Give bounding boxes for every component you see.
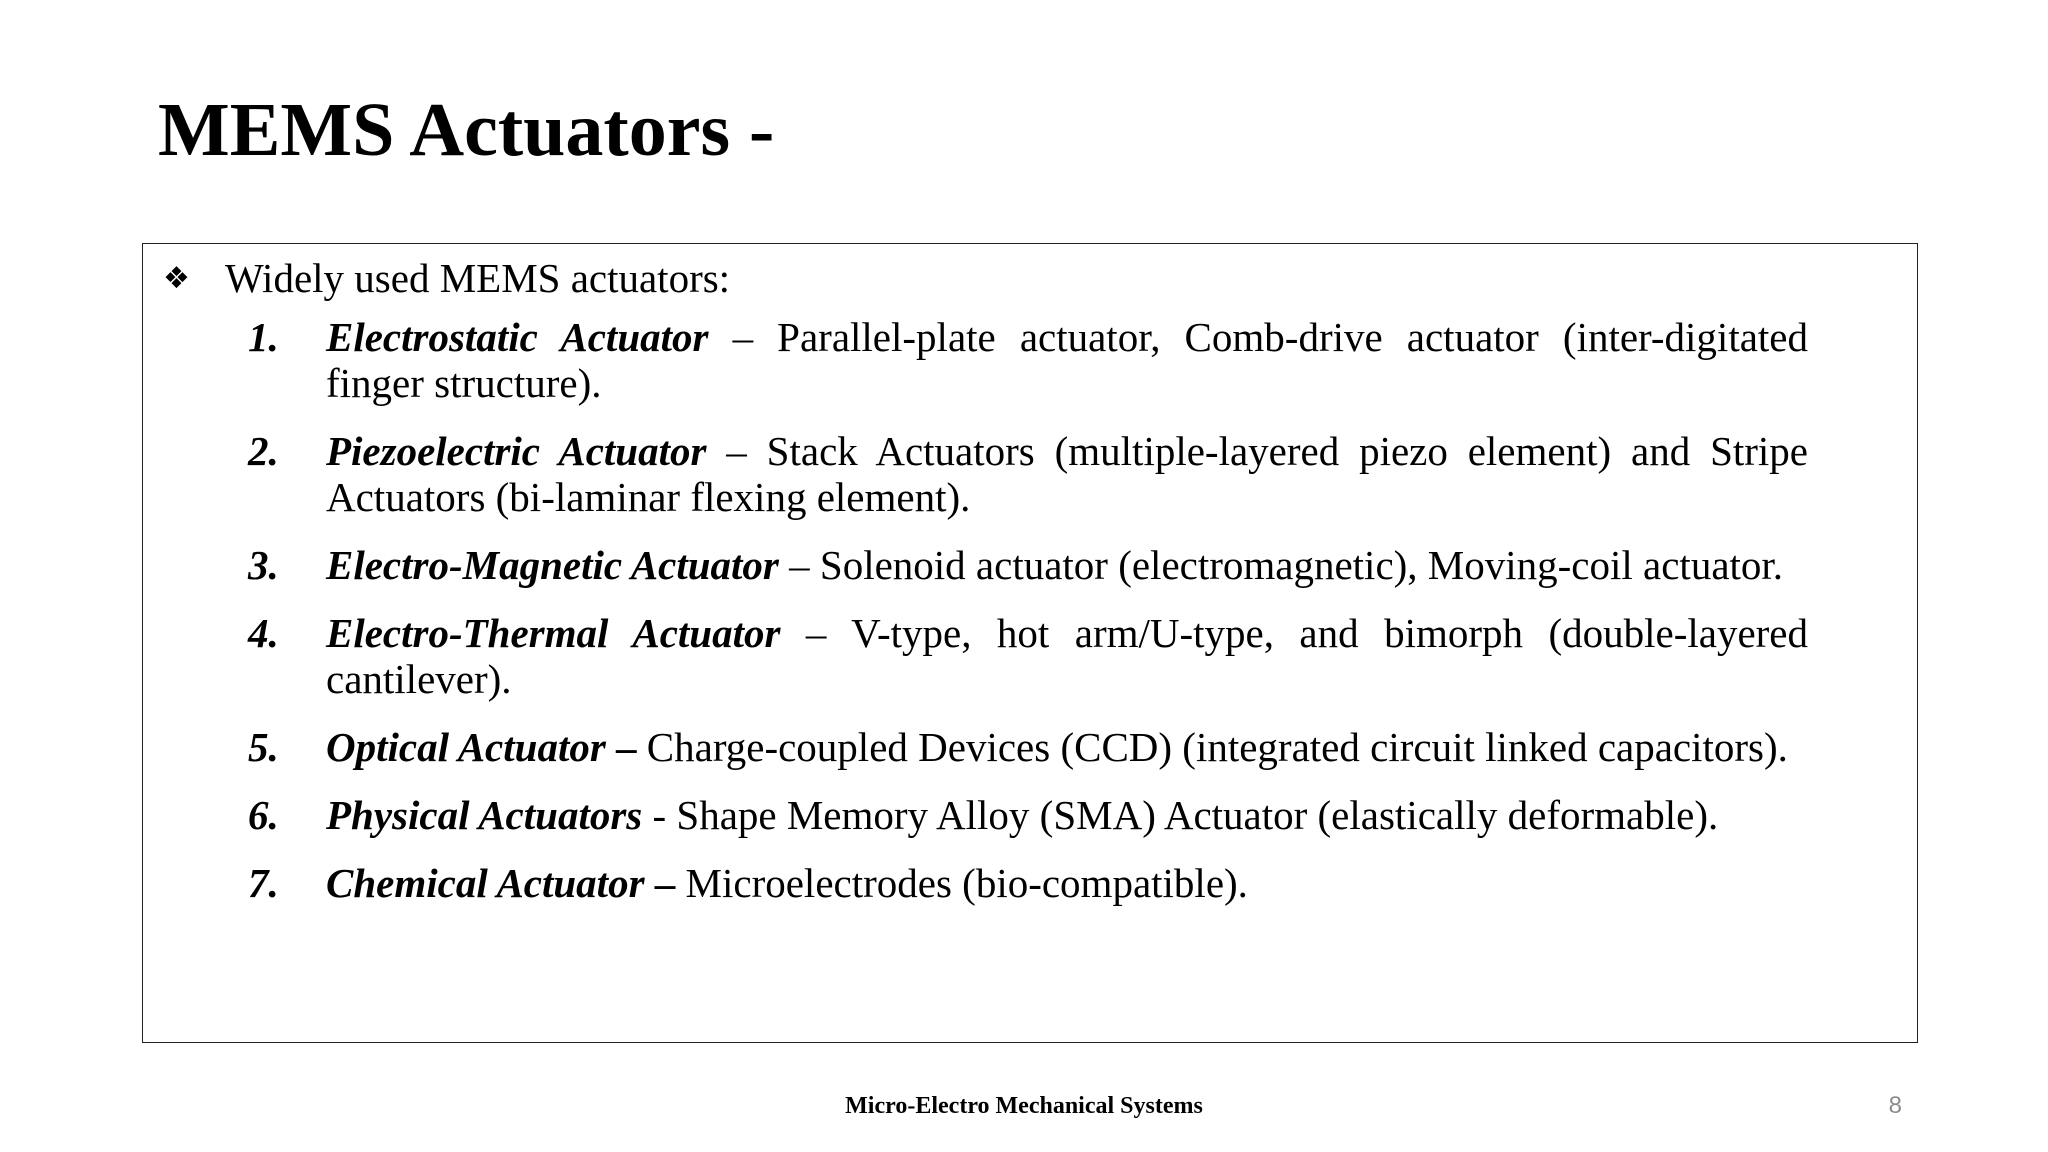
item-number: 6.	[248, 792, 279, 838]
item-number: 7.	[248, 860, 279, 906]
item-separator: –	[778, 542, 820, 588]
item-separator: –	[644, 860, 686, 906]
item-separator: -	[642, 792, 677, 838]
item-name: Physical Actuators	[326, 792, 643, 838]
item-description: Stack Actuators (multiple-layered piezo element) and Stripe Actuators (bi-laminar flexing element).	[326, 428, 1808, 520]
intro-text: Widely used MEMS actuators:	[225, 255, 731, 301]
item-name: Electro-Thermal Actuator	[326, 610, 781, 656]
item-separator: –	[708, 314, 778, 360]
list-item	[248, 792, 1808, 838]
item-number: 5.	[248, 724, 279, 770]
item-name: Electro-Magnetic Actuator	[326, 542, 779, 588]
content-box	[142, 243, 1918, 1043]
actuator-list	[248, 314, 1808, 928]
intro-bullet-line	[161, 254, 730, 303]
item-separator: –	[706, 428, 767, 474]
item-name: Optical Actuator	[326, 724, 606, 770]
slide-footer: Micro-Electro Mechanical Systems	[845, 1093, 1203, 1119]
item-number: 1.	[248, 314, 279, 360]
item-name: Piezoelectric Actuator	[326, 428, 707, 474]
item-separator: –	[605, 724, 647, 770]
item-number: 2.	[248, 428, 279, 474]
item-description: V-type, hot arm/U-type, and bimorph (double-layered cantilever).	[326, 610, 1808, 702]
item-description: Solenoid actuator (electromagnetic), Moving-coil actuator.	[819, 542, 1784, 588]
list-item	[248, 610, 1808, 702]
diamond-bullet-icon: ❖	[163, 261, 190, 296]
list-item	[248, 428, 1808, 520]
list-item	[248, 314, 1808, 406]
item-name: Electrostatic Actuator	[326, 314, 709, 360]
item-number: 3.	[248, 542, 279, 588]
list-item	[248, 860, 1808, 906]
list-item	[248, 542, 1808, 588]
item-description: Charge-coupled Devices (CCD) (integrated circuit linked capacitors).	[646, 724, 1788, 770]
item-description: Shape Memory Alloy (SMA) Actuator (elastically deformable).	[676, 792, 1719, 838]
item-separator: –	[780, 610, 852, 656]
item-number: 4.	[248, 610, 279, 656]
slide-title: MEMS Actuators -	[158, 88, 775, 172]
slide-number: 8	[1888, 1092, 1902, 1119]
item-description: Microelectrodes (bio-compatible).	[685, 860, 1248, 906]
item-name: Chemical Actuator	[326, 860, 645, 906]
item-description: Parallel-plate actuator, Comb-drive actuator (inter-digitated finger structure).	[326, 314, 1808, 406]
list-item	[248, 724, 1808, 770]
